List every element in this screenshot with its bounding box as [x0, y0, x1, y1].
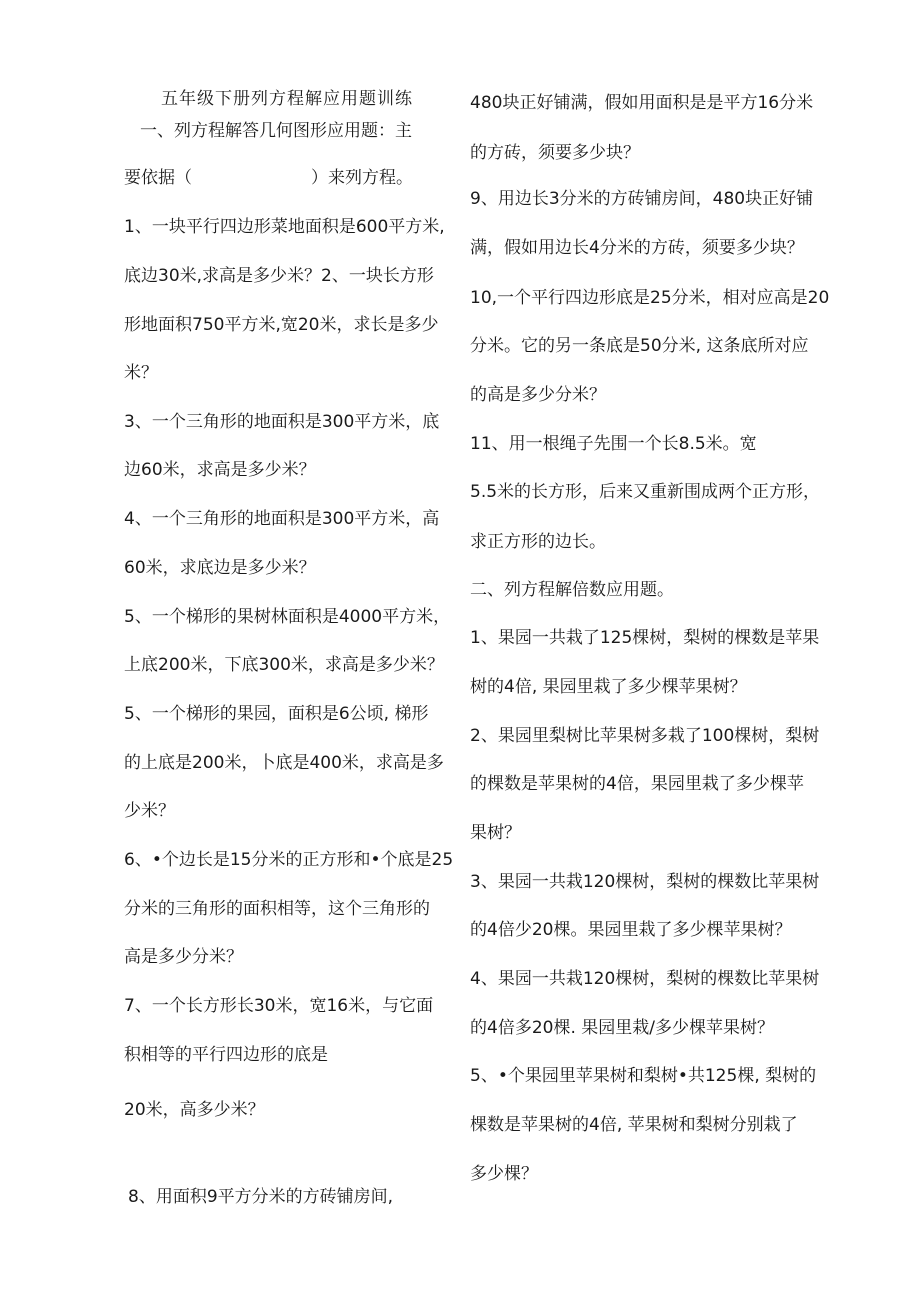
text-line: 积相等的平行四边形的底是 [124, 1045, 328, 1065]
text-line: 边60米，求高是多少米？ [124, 460, 316, 480]
text-line: 1、果园一共栽了125棵树，梨树的棵数是苹果 [470, 628, 820, 648]
text-line: 满，假如用边长4分米的方砖，须要多少块？ [470, 238, 804, 258]
text-line: 果树？ [470, 823, 521, 843]
text-line: 60米，求底边是多少米？ [124, 558, 316, 578]
text-line: 求正方形的边长。 [470, 532, 606, 552]
text-line: 高是多少分米？ [124, 947, 243, 967]
text-line: 分米的三角形的面积相等，这个三角形的 [124, 899, 430, 919]
text-line: 5、一个梯形的果园，面积是6公顷, 梯形 [124, 704, 429, 724]
text-line: 1、一块平行四边形菜地面积是600平方米, [124, 217, 445, 237]
text-line: 7、一个长方形长30米，宽16米，与它面 [124, 996, 434, 1016]
text-line: 米？ [124, 363, 158, 383]
text-line: 5、•个果园里苹果树和梨树•共125棵, 梨树的 [470, 1066, 817, 1086]
text-line: 的4倍少20棵。果园里栽了多少棵苹果树？ [470, 920, 792, 940]
text-line: 20米，高多少米？ [124, 1100, 265, 1120]
text-line: 4、果园一共栽120棵树，梨树的棵数比苹果树 [470, 969, 820, 989]
text-line: 二、列方程解倍数应用题。 [470, 580, 674, 600]
text-line: 棵数是苹果树的4倍, 苹果树和梨树分别栽了 [470, 1115, 798, 1135]
text-line: 分米。它的另一条底是50分米, 这条底所对应 [470, 336, 809, 356]
text-line: 9、用边长3分米的方砖铺房间，480块正好铺 [470, 189, 814, 209]
text-line: 一、列方程解答几何图形应用题：主 [140, 121, 412, 141]
text-line: 树的4倍, 果园里栽了多少棵苹果树？ [470, 677, 747, 697]
text-line: 3、果园一共栽120棵树，梨树的棵数比苹果树 [470, 872, 820, 892]
text-line: 3、一个三角形的地面积是300平方米，底 [124, 412, 440, 432]
text-line: 2、果园里梨树比苹果树多栽了100棵树，梨树 [470, 726, 820, 746]
text-line: 要依据（ ）来列方程。 [124, 168, 413, 188]
text-line: 的方砖，须要多少块？ [470, 143, 640, 163]
text-line: 的棵数是苹果树的4倍，果园里栽了多少棵苹 [470, 774, 804, 794]
text-line: 少米？ [124, 801, 175, 821]
text-line: 10,一个平行四边形底是25分米，相对应高是20 [470, 288, 830, 308]
text-line: 5.5米的长方形，后来又重新围成两个正方形， [470, 482, 821, 502]
text-line: 11、用一根绳子先围一个长8.5米。宽 [470, 434, 757, 454]
text-line: 480块正好铺满，假如用面积是是平方16分米 [470, 93, 814, 113]
text-line: 的高是多少分米？ [470, 385, 606, 405]
text-line: 8、用面积9平方分米的方砖铺房间, [128, 1187, 394, 1207]
text-line: 5、一个梯形的果树林面积是4000平方米， [124, 607, 451, 627]
text-line: 底边30米,求高是多少米？2、一块长方形 [124, 266, 434, 286]
text-line: 的上底是200米，卜底是400米，求高是多 [124, 753, 444, 773]
text-line: 的4倍多20棵. 果园里栽/多少棵苹果树？ [470, 1018, 774, 1038]
page-title: 五年级下册列方程解应用题训练 [161, 89, 413, 109]
text-line: 4、一个三角形的地面积是300平方米，高 [124, 509, 440, 529]
text-line: 上底200米，下底300米，求高是多少米？ [124, 655, 444, 675]
text-line: 6、•个边长是15分米的正方形和•个底是25 [124, 850, 454, 870]
text-line: 多少棵？ [470, 1164, 538, 1184]
text-line: 形地面积750平方米,宽20米，求长是多少 [124, 315, 439, 335]
